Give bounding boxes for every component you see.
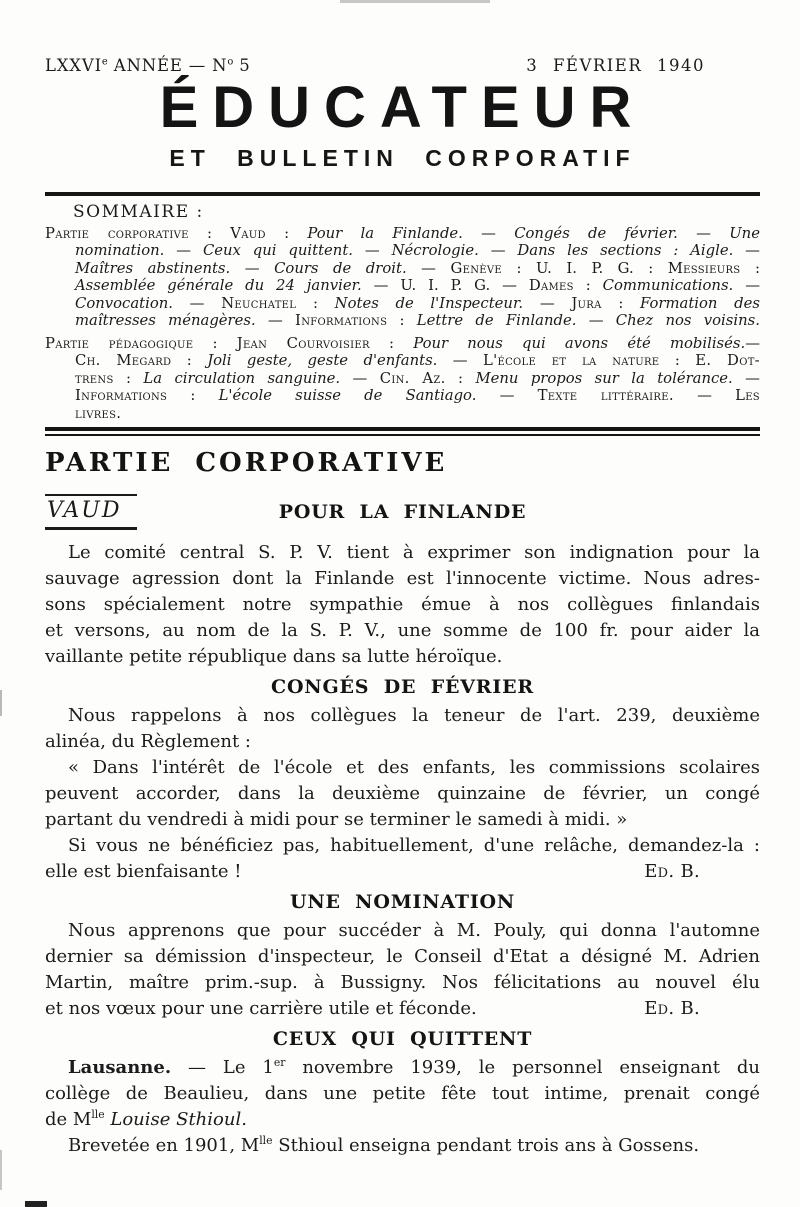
article-title-une-nomination: UNE NOMINATION (289, 891, 516, 913)
paragraph: Brevetée en 1901, $M^{lle}$ Sthioul enseigna pendant trois ans à Gossens. (68, 1134, 700, 1156)
scan-edge-mark (0, 690, 2, 716)
vaud-section-header (45, 492, 760, 540)
scan-edge-mark (0, 1150, 2, 1190)
partie-corporative-body (45, 448, 760, 1159)
sommaire-partie-pedagogique: Partie pédagogique : Jean Courvoisier : Pour nous qui avons été mobilisés.— Ch. Megard : Joli geste, geste d'enfants. — L'école et la nature : E. Dot- trens : La circulation sanguine. — Cin. Az. : Menu propos sur la tolérance. — Informations : L'école suisse de Santiago. — Texte littéraire. — Les livres. (45, 334, 761, 422)
paragraph: Le comité central S. P. V. tient à exprimer son indignation pour la sauvage agression dont la Finlande est l'innocente victime. Nous adres- sons spécialement notre sympathie émue à nos collègues finlandais et versons, au nom de la S. P. V., une somme de 100 fr. pour aider la vaillante petite république dans sa lutte héroïque. (45, 542, 760, 667)
article-title-pour-la-finlande: POUR LA FINLANDE (278, 501, 527, 523)
double-divider-rule (45, 427, 760, 436)
paragraph: Nous apprenons que pour succéder à M. Pouly, qui donna l'automne dernier sa démission d'inspecteur, le Conseil d'Etat a désigné M. Adrien Martin, maître prim.-sup. à Bussigny. Nos félicitations au nouvel élu et nos vœux pour une carrière utile et féconde. Ed. B. (45, 920, 760, 1019)
article-une-nomination (45, 918, 760, 1022)
sommaire-label: SOMMAIRE : (73, 202, 204, 222)
paragraph: Si vous ne bénéficiez pas, habituellement, d'une relâche, demandez-la : elle est bienfaisante ! Ed. B. (45, 835, 760, 882)
paragraph: Nous rappelons à nos collègues la teneur de l'art. 239, deuxième alinéa, du Règlement : (45, 705, 760, 752)
part-heading: PARTIE CORPORATIVE (45, 448, 448, 478)
issue-date: 3 FÉVRIER 1940 (526, 56, 705, 75)
article-title-ceux-qui-quittent: CEUX QUI QUITTENT (272, 1028, 533, 1050)
journal-subtitle: ET BULLETIN CORPORATIF (169, 145, 636, 171)
top-divider-rule (45, 192, 760, 196)
paragraph: Lausanne. — Le 1er novembre 1939, le personnel enseignant du collège de Beaulieu, dans une petite fête tout intime, prenait congé de $M^{lle}$ Louise Sthioul. (45, 1056, 760, 1130)
issue-row (45, 0, 760, 75)
journal-title: ÉDUCATEUR (159, 75, 646, 140)
paragraph: « Dans l'intérêt de l'école et des enfants, les commissions scolaires peuvent accorder, dans la deuxième quinzaine de février, un congé partant du vendredi à midi pour se terminer le samedi à midi. » (45, 757, 760, 830)
scan-corner-mark (25, 1201, 47, 1207)
article-conges-de-fevrier (45, 703, 760, 885)
issue-number: LXXVIe ANNÉE — $N^o$ 5 (45, 56, 251, 75)
region-label-vaud: VAUD (45, 494, 137, 530)
masthead (45, 0, 760, 172)
article-ceux-qui-quittent (45, 1055, 760, 1159)
sommaire-partie-corporative: Partie corporative : Vaud : Pour la Finlande. — Congés de février. — Une nomination. — Ceux qui quittent. — Nécrologie. — Dans les sections : Aigle. — Maîtres abstinents. — Cours de droit. — Genève : U. I. P. G. : Messieurs : Assemblée générale du 24 janvier. — U. I. P. G. — Dames : Communications. — Convocation. — Neuchatel : Notes de l'Inspecteur. — Jura : Formation des maîtresses ménagères. — Informations : Lettre de Finlande. — Chez nos voisins. (45, 224, 760, 329)
article-title-conges-de-fevrier: CONGÉS DE FÉVRIER (271, 676, 534, 698)
sommaire-section (45, 204, 760, 422)
article-pour-la-finlande (45, 540, 760, 670)
scan-smudge-artifact (340, 0, 490, 3)
